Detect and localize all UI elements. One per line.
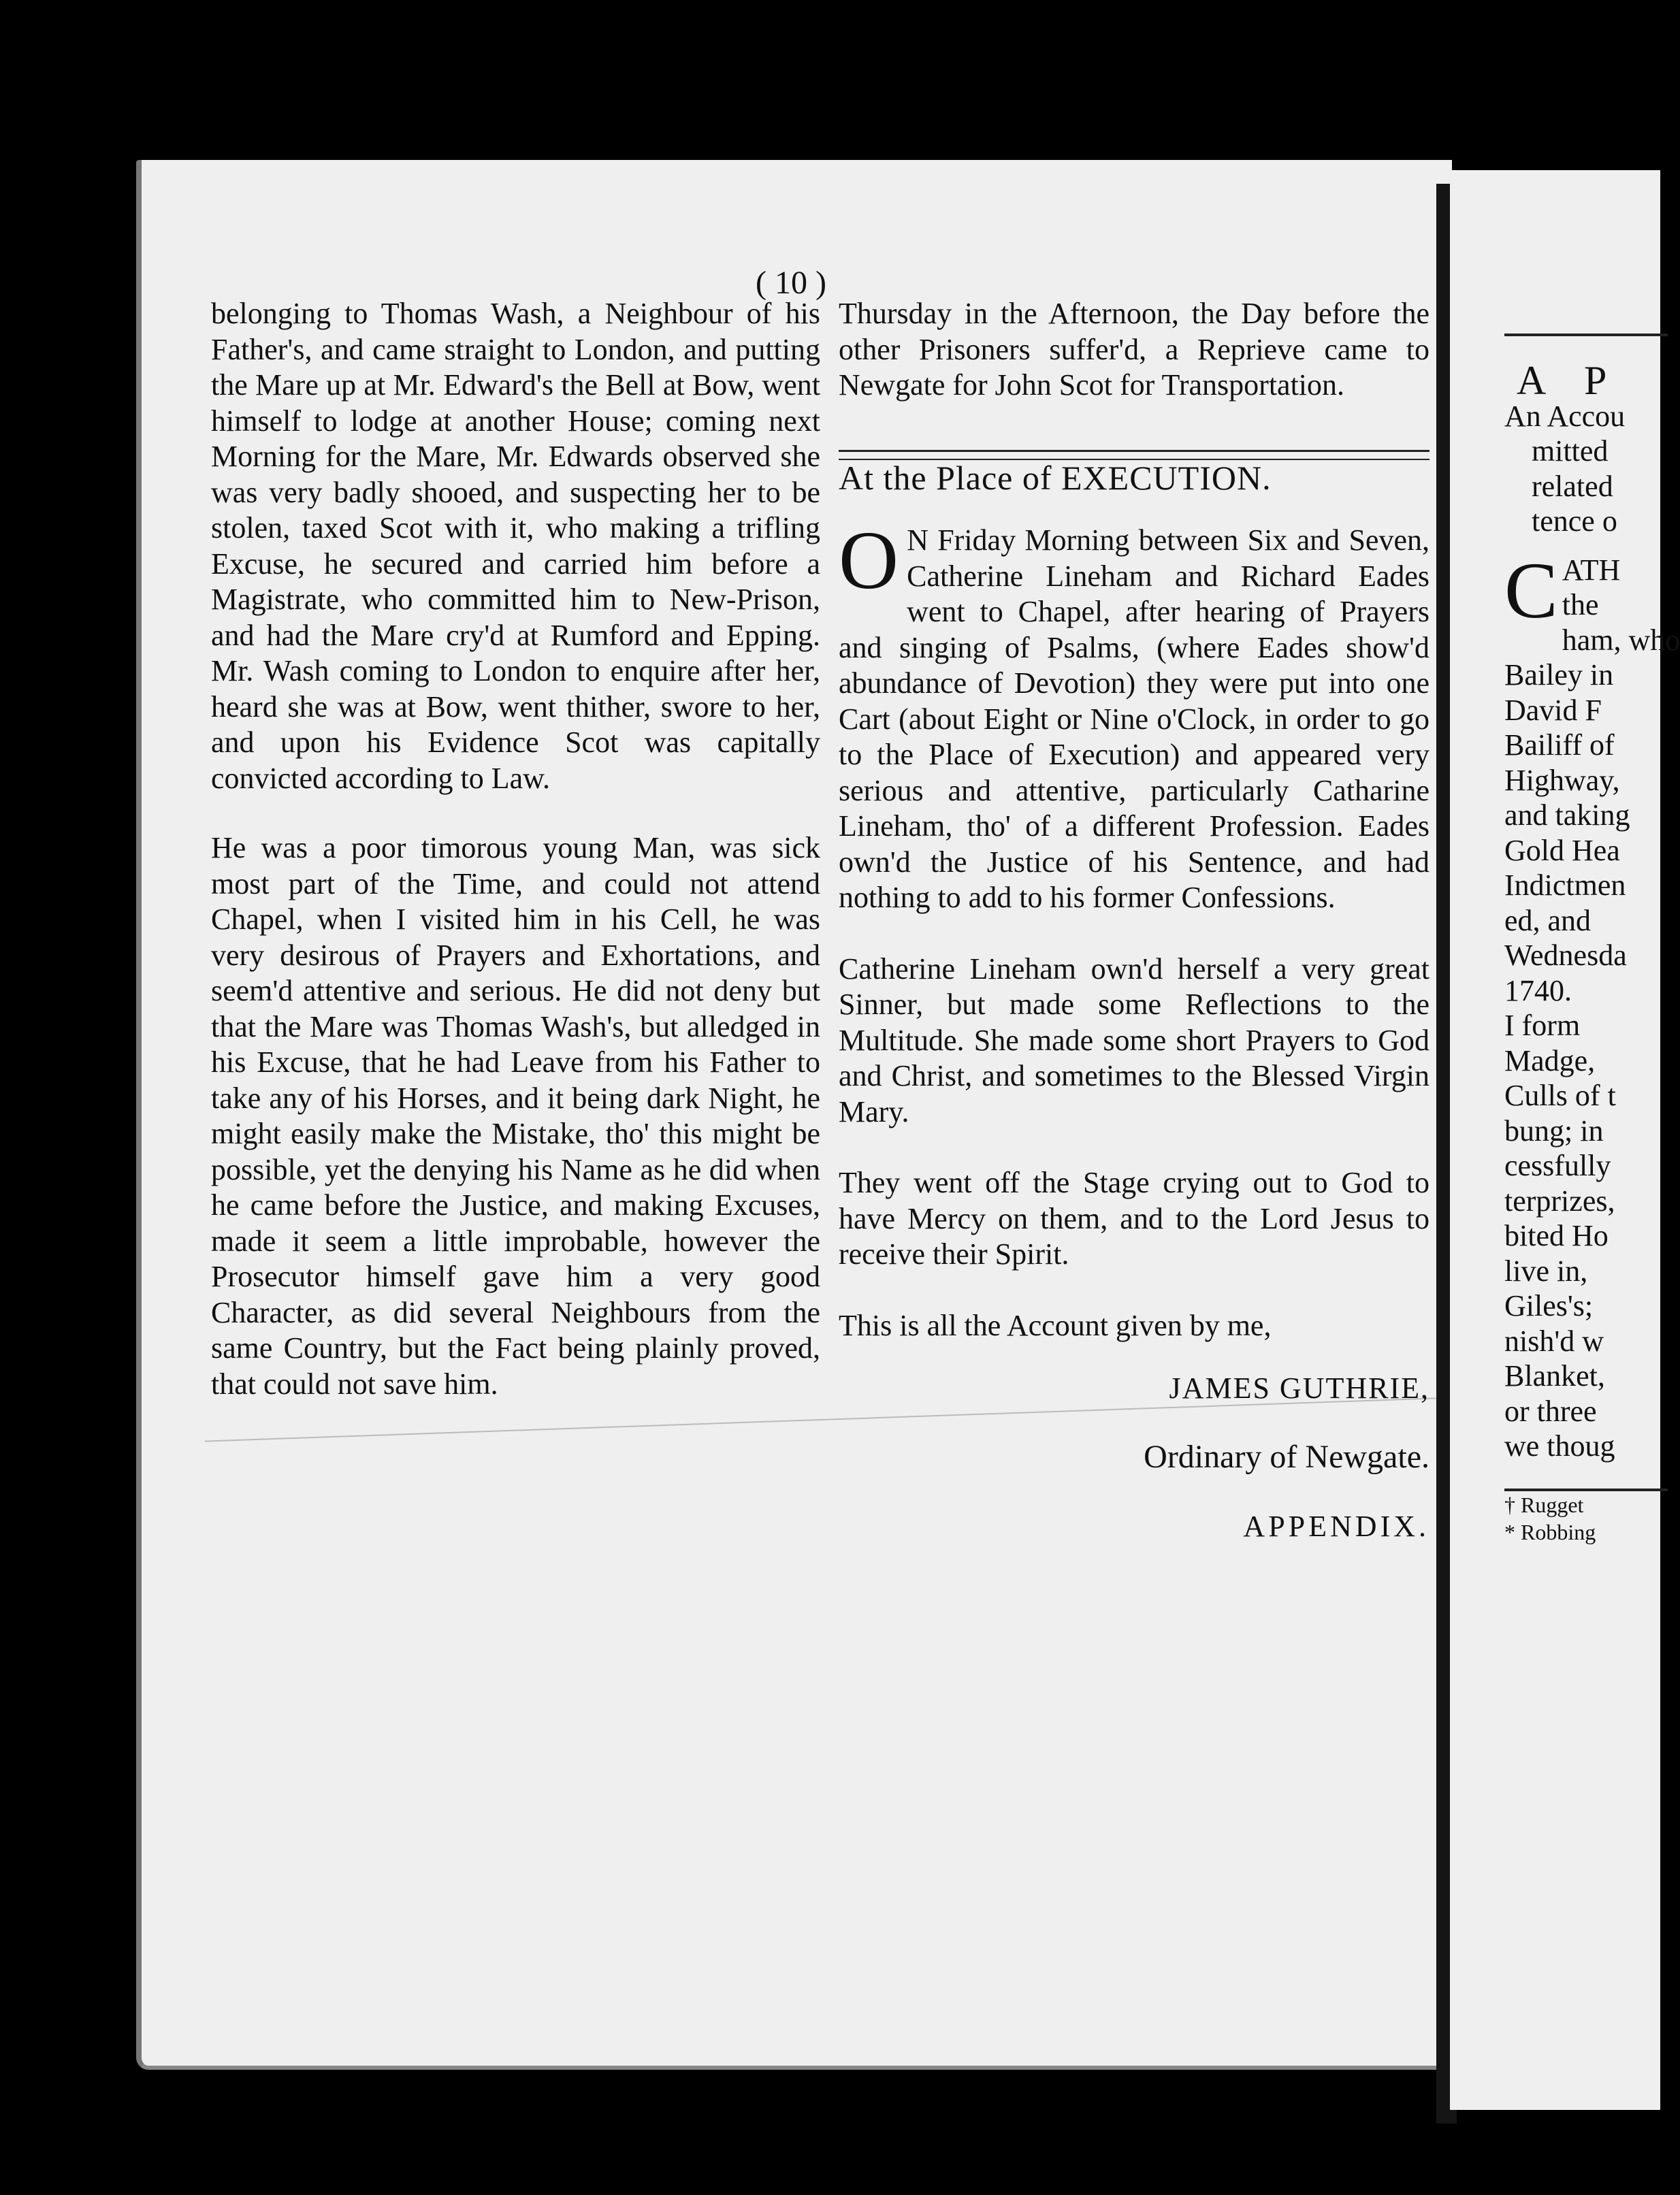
body-line: Culls of t bbox=[1504, 1079, 1616, 1112]
stage-paragraph: They went off the Stage crying out to God to have Mercy on them, and to the Lord Jesus to receive their Spirit. bbox=[839, 1166, 1429, 1271]
subtitle-line: related bbox=[1532, 469, 1613, 503]
body-line: I form bbox=[1504, 1009, 1581, 1042]
page-number: ( 10 ) bbox=[756, 265, 826, 301]
signature-title: Ordinary of Newgate. bbox=[1144, 1438, 1429, 1475]
section-divider bbox=[839, 450, 1429, 452]
body-line: 1740. bbox=[1504, 973, 1572, 1007]
body-line: David F bbox=[1504, 693, 1602, 727]
body-line: Madge, bbox=[1504, 1043, 1596, 1077]
body-line: ed, and bbox=[1504, 903, 1592, 937]
right-top-rule bbox=[1504, 334, 1668, 336]
execution-paragraph bbox=[839, 515, 1429, 916]
body-line: Gold Hea bbox=[1504, 833, 1620, 867]
body-line: ATH bbox=[1562, 553, 1621, 587]
subtitle-line: mitted bbox=[1532, 434, 1609, 468]
body-line: bung; in bbox=[1504, 1113, 1604, 1148]
execution-heading: At the Place of EXECUTION. bbox=[839, 458, 1272, 497]
body-line: or three bbox=[1504, 1394, 1597, 1428]
scot-narrative-paragraph: belonging to Thomas Wash, a Neighbour of his Father's, and came straight to London, and putting the Mare up at Mr. Edward's the Bell at Bow, went himself to lodge at another House; coming next Morning for the Mare, Mr. Edwards observed she was very badly shooed, and suspecting her to be stolen, taxed Scot with it, who making a trifling Excuse, he secured and carried him before a Magistrate, who committed him to New-Prison, and had the Mare cry'd at Rumford and Epping. Mr. Wash coming to London to enquire after her, heard she was at Bow, went thither, swore to her, and upon his Evidence Scot was capitally convicted according to Law. bbox=[211, 297, 820, 795]
body-line: live in, bbox=[1504, 1254, 1588, 1288]
drop-cap: O bbox=[839, 515, 899, 606]
body-line: we thoug bbox=[1504, 1429, 1615, 1463]
right-drop-cap: C bbox=[1504, 545, 1558, 635]
left-column bbox=[211, 296, 820, 1402]
appendix-title-fragment: A P bbox=[1517, 358, 1622, 403]
body-line: Giles's; bbox=[1504, 1289, 1594, 1322]
body-line: bited Ho bbox=[1504, 1219, 1609, 1252]
body-line: cessfully bbox=[1504, 1149, 1611, 1182]
signature-name: JAMES GUTHRIE, bbox=[1169, 1371, 1429, 1405]
body-line: Indictmen bbox=[1504, 868, 1626, 902]
body-line: terprizes, bbox=[1504, 1184, 1615, 1218]
reprieve-paragraph: Thursday in the Afternoon, the Day before the other Prisoners suffer'd, a Reprieve came to Newgate for John Scot for Transportation. bbox=[839, 297, 1429, 402]
body-line: Highway, bbox=[1504, 763, 1620, 797]
right-body-start bbox=[1504, 545, 1668, 635]
footnote: † Rugget bbox=[1504, 1492, 1584, 1517]
right-page-fragment bbox=[1504, 334, 1680, 1546]
body-line: and taking bbox=[1504, 798, 1630, 832]
subtitle-line: An Accou bbox=[1504, 399, 1626, 433]
footnote: * Robbing bbox=[1504, 1519, 1596, 1544]
catchword-appendix: APPENDIX. bbox=[1243, 1510, 1429, 1543]
subtitle-line: tence o bbox=[1532, 504, 1617, 538]
execution-paragraph-text: N Friday Morning between Six and Seven, Catherine Lineham and Richard Eades went to Chapel, after hearing of Prayers and singing of Psalms, (where Eades show'd abundance of Devotion) they were put into one Cart (about Eight or Nine o'Clock, in order to go to the Place of Execution) and appeared very serious and attentive, particularly Catharine Lineham, tho' of a different Profession. Eades own'd the Justice of his Sentence, and had nothing to add to his former Confessions. bbox=[839, 523, 1429, 914]
body-line: ham, who bbox=[1562, 623, 1680, 657]
body-line: the bbox=[1562, 588, 1599, 621]
body-line: Wednesda bbox=[1504, 939, 1627, 972]
body-line: Bailiff of bbox=[1504, 728, 1615, 762]
lineham-paragraph: Catherine Lineham own'd herself a very great Sinner, but made some Reflections to the Multitude. She made some short Prayers to God and Christ, and sometimes to the Blessed Virgin Mary. bbox=[839, 952, 1429, 1128]
middle-column bbox=[839, 296, 1429, 1545]
body-line: nish'd w bbox=[1504, 1324, 1604, 1358]
body-line: Bailey in bbox=[1504, 658, 1614, 692]
scot-character-paragraph: He was a poor timorous young Man, was sick most part of the Time, and could not attend Chapel, when I visited him in his Cell, he was very desirous of Prayers and Exhortations, and seem'd attentive and serious. He did not deny but that the Mare was Thomas Wash's, but alledged in his Excuse, that he had Leave from his Father to take any of his Horses, and it being dark Night, he might easily make the Mistake, tho' this might be possible, yet the denying his Name as he did when he came before the Justice, and making Excuses, made it seem a little improbable, however the Prosecutor himself gave him a very good Character, as did several Neighbours from the same Country, but the Fact being plainly proved, that could not save him. bbox=[211, 831, 820, 1401]
closing-line: This is all the Account given by me, bbox=[839, 1308, 1272, 1342]
body-line: Blanket, bbox=[1504, 1359, 1605, 1393]
